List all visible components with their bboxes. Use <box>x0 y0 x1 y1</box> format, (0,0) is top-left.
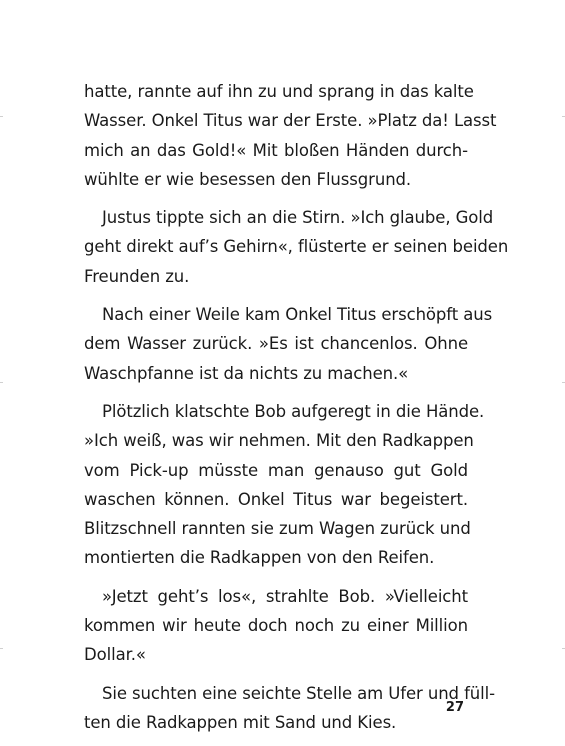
page-number: 27 <box>445 700 464 715</box>
text-line: Blitzschnell rannten sie zum Wagen zurück und <box>84 519 471 539</box>
text-line: Waschpfanne ist da nichts zu machen.« <box>84 363 409 383</box>
paragraph-6 <box>84 679 495 738</box>
edge-mark <box>0 116 3 117</box>
text-line: mich an das Gold!« Mit bloßen Händen durch- <box>84 140 468 160</box>
text-line: montierten die Radkappen von den Reifen. <box>84 548 435 568</box>
text-line: waschen können. Onkel Titus war begeistert. <box>84 489 468 509</box>
text-line: geht direkt auf’s Gehirn«, flüsterte er seinen beiden <box>84 237 509 257</box>
text-line: Wasser. Onkel Titus war der Erste. »Platz da! Lasst <box>84 111 497 131</box>
text-line: kommen wir heute doch noch zu einer Million <box>84 616 468 636</box>
text-line: vom Pick-up müsste man genauso gut Gold <box>84 460 468 480</box>
text-line: Plötzlich klatschte Bob aufgeregt in die Hände. <box>102 401 485 421</box>
paragraph-1 <box>84 77 497 194</box>
edge-mark <box>0 382 3 383</box>
text-line: wühlte er wie besessen den Flussgrund. <box>84 169 412 189</box>
text-line: »Ich weiß, was wir nehmen. Mit den Radkappen <box>84 431 474 451</box>
text-line: dem Wasser zurück. »Es ist chancenlos. Ohne <box>84 334 468 354</box>
paragraph-2 <box>84 203 509 291</box>
text-line: Sie suchten eine seichte Stelle am Ufer und füll- <box>102 683 495 703</box>
text-line: hatte, rannte auf ihn zu und sprang in das kalte <box>84 82 474 101</box>
text-line: Nach einer Weile kam Onkel Titus erschöpft aus <box>102 305 493 325</box>
text-line: Freunden zu. <box>84 266 190 286</box>
text-line: Justus tippte sich an die Stirn. »Ich glaube, Gold <box>102 208 494 228</box>
text-line: ten die Radkappen mit Sand und Kies. <box>84 712 397 732</box>
edge-mark <box>0 648 3 649</box>
text-line: Dollar.« <box>84 645 146 665</box>
paragraph-5 <box>84 582 468 670</box>
paragraph-4 <box>84 397 485 573</box>
text-line: »Jetzt geht’s los«, strahlte Bob. »Vielleicht <box>102 586 468 606</box>
paragraph-3 <box>84 300 493 388</box>
body-text <box>84 77 509 746</box>
